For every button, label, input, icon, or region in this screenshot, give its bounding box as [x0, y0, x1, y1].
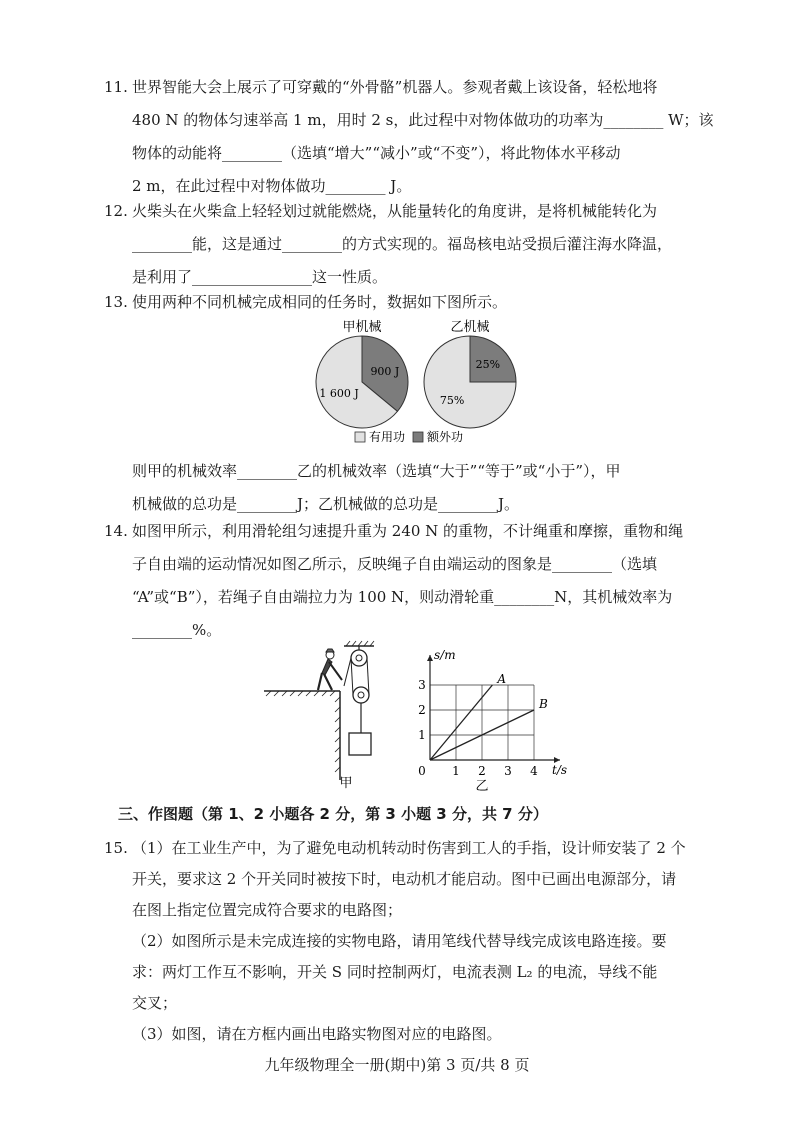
question-text-line: 使用两种不同机械完成相同的任务时，数据如下图所示。 [132, 293, 508, 311]
x-tick-label: 3 [504, 764, 512, 778]
pie-charts-figure [300, 316, 530, 452]
x-tick-label: 4 [530, 764, 538, 778]
series-label: A [497, 672, 507, 686]
y-axis-arrow [427, 655, 433, 661]
question-number: 15. [104, 839, 128, 857]
page-footer: 九年级物理全一册(期中)第 3 页/共 8 页 [264, 1056, 530, 1074]
question-text-line: 开关，要求这 2 个开关同时被按下时，电动机才能启动。图中已画出电源部分，请 [132, 870, 677, 888]
figure-label-jia: 甲 [339, 776, 353, 790]
pie-jia [316, 336, 408, 428]
question-text-line: （1）在工业生产中，为了避免电动机转动时伤害到工人的手指，设计师安装了 2 个 [132, 839, 686, 857]
legend-label-useful: 有用功 [369, 430, 406, 444]
question-text-line: ________%。 [132, 621, 222, 639]
pie-yi [424, 336, 516, 428]
question-number: 13. [104, 293, 128, 311]
pie-slice-label: 1 600 J [319, 386, 359, 400]
y-tick-label: 1 [418, 728, 426, 742]
figure-label-yi: 乙 [475, 779, 489, 793]
question-text-line: 在图上指定位置完成符合要求的电路图； [132, 901, 403, 919]
question-text-line: 求：两灯工作互不影响，开关 S 同时控制两灯，电流表测 L₂ 的电流，导线不能 [132, 963, 658, 981]
question-text-line: 480 N 的物体匀速举高 1 m，用时 2 s，此过程中对物体做功的功率为________ W；该 [132, 111, 714, 129]
y-tick-label: 3 [418, 678, 426, 692]
y-tick-label: 2 [418, 703, 426, 717]
question-text-line: 机械做的总功是________J；乙机械做的总功是________J。 [132, 495, 520, 513]
load-block [349, 733, 371, 755]
pie-title-yi: 乙机械 [450, 320, 490, 335]
pie-slice-label: 25% [475, 358, 501, 372]
movable-pulley [353, 687, 369, 703]
fixed-pulley [351, 650, 367, 666]
question-text-line: 交叉； [132, 994, 178, 1012]
x-tick-label: 0 [418, 764, 426, 778]
legend-swatch-useful [355, 432, 365, 442]
question-text-line: （3）如图，请在方框内画出电路实物图对应的电路图。 [132, 1025, 502, 1043]
x-tick-label: 2 [478, 764, 486, 778]
question-number: 14. [104, 522, 128, 540]
question-text-line: 世界智能大会上展示了可穿戴的“外骨骼”机器人。参观者戴上该设备，轻松地将 [132, 78, 658, 96]
section-title: 三、作图题（第 1、2 小题各 2 分，第 3 小题 3 分，共 7 分） [118, 805, 548, 823]
question-text-line: “A”或“B”），若绳子自由端拉力为 100 N，则动滑轮重________N，其机械效率为 [132, 588, 673, 606]
question-number: 11. [104, 78, 128, 96]
legend-label-extra: 额外功 [427, 430, 464, 444]
question-text-line: （2）如图所示是未完成连接的实物电路，请用笔线代替导线完成该电路连接。要 [132, 932, 667, 950]
pie-slice-label: 900 J [370, 365, 400, 379]
question-text-line: ________能，这是通过________的方式实现的。福岛核电站受损后灌注海水降温， [132, 235, 673, 253]
legend-swatch-extra [413, 432, 423, 442]
question-text-line: 则甲的机械效率________乙的机械效率（选填“大于”“等于”或“小于”），甲 [132, 462, 621, 480]
pie-title-jia: 甲机械 [342, 320, 382, 335]
series-line [430, 685, 492, 760]
question-text-line: 物体的动能将________（选填“增大”“减小”或“不变”），将此物体水平移动 [132, 144, 621, 162]
question-text-line: 子自由端的运动情况如图乙所示，反映绳子自由端运动的图象是________（选填 [132, 555, 658, 573]
x-tick-label: 1 [452, 764, 460, 778]
question-number: 12. [104, 202, 128, 220]
worker-figure [318, 649, 342, 690]
x-axis-label: t/s [552, 763, 568, 777]
pie-slice-label: 75% [439, 393, 465, 407]
question-text-line: 是利用了________________这一性质。 [132, 268, 388, 286]
st-graph-yi [408, 648, 578, 793]
series-label: B [539, 697, 548, 711]
y-axis-label: s/m [434, 648, 456, 662]
question-text-line: 火柴头在火柴盒上轻轻划过就能燃烧，从能量转化的角度讲，是将机械能转化为 [132, 202, 658, 220]
question-text-line: 如图甲所示，利用滑轮组匀速提升重为 240 N 的重物，不计绳重和摩擦，重物和绳 [132, 522, 684, 540]
question-text-line: 2 m，在此过程中对物体做功________ J。 [132, 177, 412, 195]
pulley-figure-jia [262, 640, 382, 790]
